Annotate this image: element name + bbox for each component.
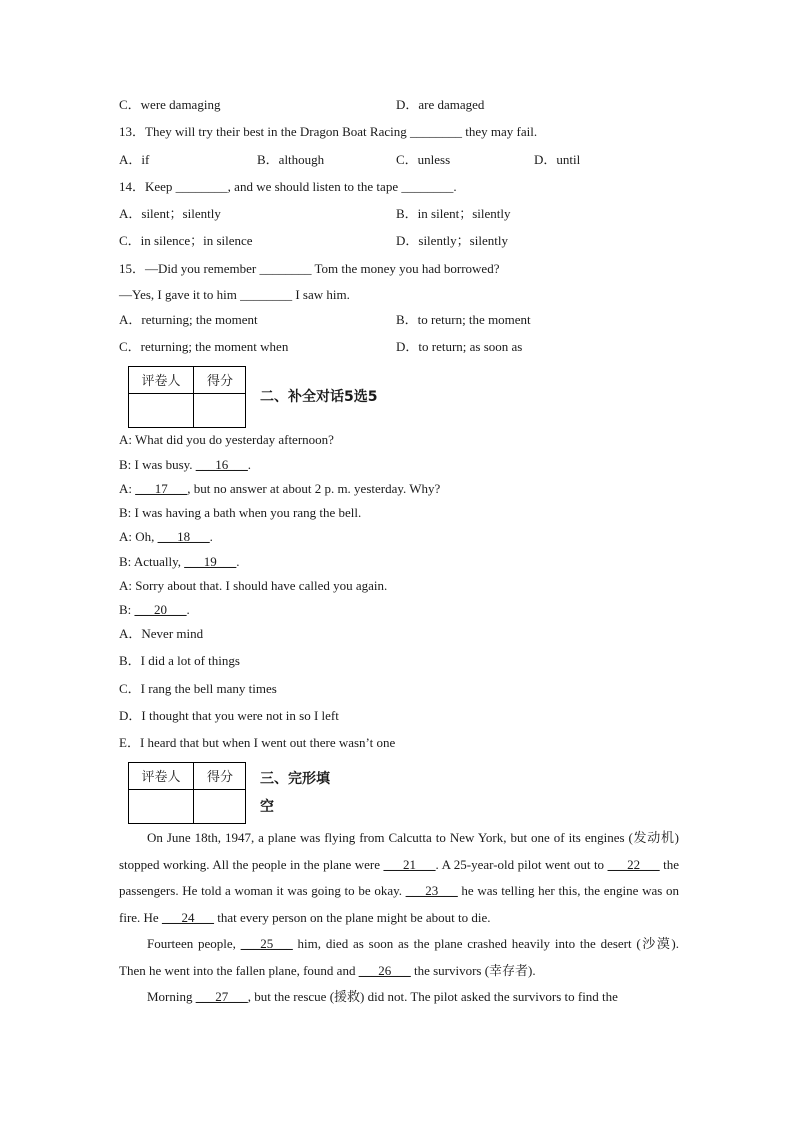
q15-option-b: B．to return; the moment: [396, 312, 531, 327]
option-item: B．I did a lot of things: [119, 653, 240, 668]
dialogue-blank[interactable]: ___17___: [135, 481, 188, 496]
q13-option-a: A．if: [119, 152, 150, 167]
option-item: D．I thought that you were not in so I left: [119, 708, 339, 723]
q13-stem: 13．They will try their best in the Dragon Boat Racing ________ they may fail.: [119, 124, 538, 139]
paragraph-2: Fourteen people, ___25___ him, died as soon as the plane crashed heavily into the desert (沙漠). Then he went into the fallen plane, found and ___26___ the survivors (幸存者).: [119, 936, 679, 978]
grader-label: 评卷人: [141, 374, 181, 389]
paragraph-3: Morning ___27___, but the rescue (援救) did not. The pilot asked the survivors to find the: [147, 989, 618, 1004]
blank-23[interactable]: ___23___: [405, 883, 458, 898]
paragraph-1: On June 18th, 1947, a plane was flying from Calcutta to New York, but one of its engines (发动机) stopped working. All the people in the plane were ___21___. A 25-year-old pilot went out to ___22___ the passengers. He told a woman it was going to be okay. ___23___ he was telling her this, the engine was on fire. He ___24___ that every person on the plane might be about to die.: [119, 830, 679, 925]
option-item: C．I rang the bell many times: [119, 681, 277, 696]
q14-option-a: A．silent；silently: [119, 206, 221, 221]
blank-21[interactable]: ___21___: [383, 856, 436, 872]
q15-option-a: A．returning; the moment: [119, 312, 258, 327]
dialogue-line: B: I was busy. ___16___.: [119, 457, 252, 472]
q13-option-b: B．although: [257, 152, 325, 167]
q14-option-c: C．in silence；in silence: [119, 233, 253, 248]
q14-stem: 14．Keep ________, and we should listen to the tape ________.: [119, 179, 457, 194]
dialogue-line: A: ___17___, but no answer at about 2 p. m. yesterday. Why?: [119, 481, 441, 496]
blank-26[interactable]: ___26___: [358, 962, 411, 978]
blank-25[interactable]: ___25___: [240, 936, 293, 951]
dialogue-blank[interactable]: ___19___: [184, 554, 237, 569]
section-3-title-line2: 空: [260, 799, 274, 815]
dialogue-blank[interactable]: ___20___: [134, 602, 187, 617]
blank-27[interactable]: ___27___: [195, 989, 248, 1004]
dialogue-blank[interactable]: ___16___: [195, 457, 248, 472]
dialogue-line: B: Actually, ___19___.: [119, 554, 240, 569]
score-box: [128, 366, 246, 428]
q13-option-c: C．unless: [396, 152, 451, 167]
q14-option-b: B．in silent；silently: [396, 206, 511, 221]
option-item: A．Never mind: [119, 626, 204, 641]
dialogue-blank[interactable]: ___18___: [157, 529, 210, 544]
dialogue-line: B: ___20___.: [119, 602, 190, 617]
q13-option-d: D．until: [534, 152, 581, 167]
score-label-2: 得分: [206, 770, 233, 785]
dialogue-line: B: I was having a bath when you rang the bell.: [119, 505, 362, 520]
option-item: E．I heard that but when I went out there wasn’t one: [119, 735, 396, 750]
blank-22[interactable]: ___22___: [607, 856, 660, 872]
q12-option-c: C．were damaging: [119, 97, 221, 112]
q12-option-d: D．are damaged: [396, 97, 485, 112]
blank-24[interactable]: ___24___: [161, 909, 214, 925]
q15-stem-line1: 15．—Did you remember ________ Tom the money you had borrowed?: [119, 261, 500, 276]
cloze-passage: [119, 825, 679, 1011]
dialogue-line: A: What did you do yesterday afternoon?: [119, 432, 334, 447]
q15-stem-line2: —Yes, I gave it to him ________ I saw him.: [119, 287, 350, 302]
section-2-title: 二、补全对话5选5: [260, 389, 378, 405]
section-3-title-line1: 三、完形填: [260, 771, 330, 787]
dialogue-line: A: Sorry about that. I should have called you again.: [119, 578, 388, 593]
q14-option-d: D．silently；silently: [396, 233, 508, 248]
q15-option-d: D．to return; as soon as: [396, 339, 523, 354]
grader-label-2: 评卷人: [141, 770, 181, 785]
score-box-2: [128, 762, 246, 824]
dialogue-line: A: Oh, ___18___.: [119, 529, 213, 544]
score-label: 得分: [206, 374, 233, 389]
q15-option-c: C．returning; the moment when: [119, 339, 289, 354]
